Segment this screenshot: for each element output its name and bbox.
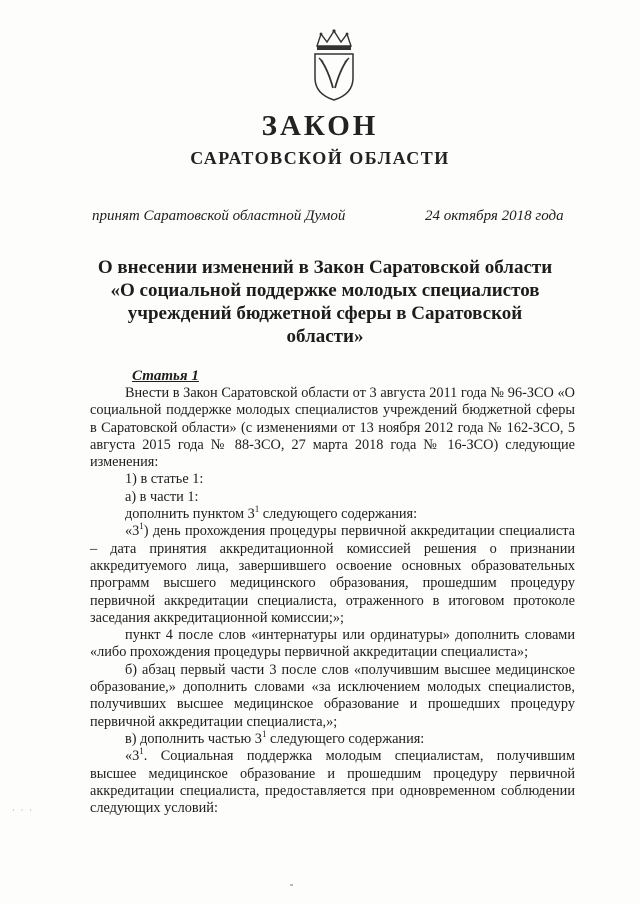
adopted-by-text: принят Саратовской областной Думой [92, 208, 346, 224]
law-subtitle: САРАТОВСКОЙ ОБЛАСТИ [190, 148, 450, 168]
adopted-date-text: 24 октября 2018 года [425, 208, 564, 224]
paragraph-item-1: 1) в статье 1: [125, 471, 204, 488]
document-heading: О внесении изменений в Закон Саратовской области «О социальной поддержке молодых специалистов учреждений бюджетной сферы в Саратовской области» [97, 257, 553, 347]
scan-artifact: · · · [12, 806, 34, 815]
saratov-coat-of-arms-icon [311, 28, 357, 102]
scan-speck [290, 884, 293, 886]
law-title: ЗАКОН [261, 110, 379, 142]
paragraph-item-a: а) в части 1: [125, 488, 199, 505]
paragraph-point-definition: «$3^1$) день прохождения процедуры первичной аккредитации специалиста – дата принятия аккредитационной комиссией решения о признании аккредитуемого лица, завершившего освоение основных образовательных программ высшего медицинского образования, прошедшим процедуру первичной аккредитации специалиста, отраженного в итоговом протоколе заседания аккредитационной комиссии;»; [90, 521, 575, 626]
paragraph-add-point: дополнить пунктом $3^1$ следующего содержания: [125, 504, 418, 523]
paragraph-item-v: в) дополнить частью $3^1$ следующего содержания: [125, 728, 425, 747]
paragraph-point-4: пункт 4 после слов «интернатуры или ординатуры» дополнить словами «либо прохождения процедуры первичной аккредитации специалиста»; [90, 627, 575, 661]
article-body [90, 385, 575, 817]
paragraph-item-b: б) абзац первый части 3 после слов «получившим высшее медицинское образование,» дополнить словами «за исключением молодых специалистов, получивших высшее медицинское образование и прошедших процедуру первичной аккредитации специалиста,»; [90, 661, 575, 730]
paragraph-part-3-1: «$3^1$. Социальная поддержка молодым специалистам, получившим высшее медицинское образование и прошедшим процедуру первичной аккредитации специалиста, предоставляется при одновременном соблюдении следующих условий: [90, 746, 575, 817]
article-title: Статья 1 [132, 368, 199, 384]
paragraph-intro: Внести в Закон Саратовской области от 3 августа 2011 года № 96-ЗСО «О социальной поддержке молодых специалистов учреждений бюджетной сферы в Саратовской области» (с изменениями от 13 ноября 2012 года № 162-ЗСО, 5 августа 2015 года № 88-ЗСО, 27 марта 2018 года № 16-ЗСО) следующие изменения: [90, 385, 575, 471]
